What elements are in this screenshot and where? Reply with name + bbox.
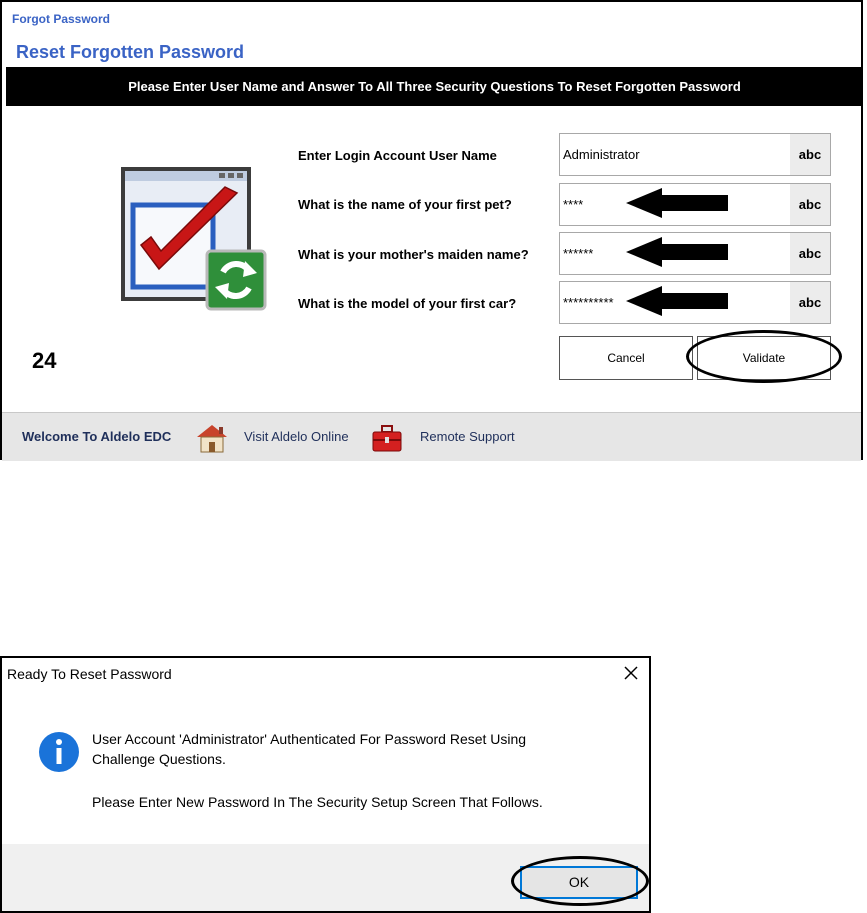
welcome-text: Welcome To Aldelo EDC [22, 429, 172, 444]
info-icon [38, 731, 80, 773]
username-label: Enter Login Account User Name [298, 148, 497, 163]
page-heading: Reset Forgotten Password [16, 42, 245, 62]
maiden-name-label: What is your mother's maiden name? [298, 247, 529, 262]
step-counter: 24 [32, 348, 57, 373]
toolbox-icon[interactable] [370, 422, 404, 454]
dialog-title: Ready To Reset Password [7, 666, 172, 682]
username-field[interactable] [559, 133, 831, 176]
instruction-banner: Please Enter User Name and Answer To All Three Security Questions To Reset Forgotten Password [6, 67, 863, 106]
dialog-message-line: User Account 'Administrator' Authenticated For Password Reset Using [92, 731, 527, 747]
close-icon[interactable] [622, 664, 640, 682]
keyboard-button[interactable]: abc [790, 282, 830, 323]
cancel-button[interactable]: Cancel [559, 336, 693, 380]
arrow-left-icon [626, 188, 728, 218]
first-pet-value: **** [563, 197, 584, 212]
maiden-name-value: ****** [563, 246, 594, 261]
first-car-label: What is the model of your first car? [298, 296, 517, 311]
remote-support-link[interactable]: Remote Support [420, 429, 515, 444]
ready-reset-dialog [0, 656, 651, 913]
validate-button[interactable]: Validate [697, 336, 831, 380]
arrow-left-icon [626, 237, 728, 267]
window-title: Forgot Password [12, 12, 111, 26]
reset-checkmark-icon [119, 165, 267, 313]
visit-online-link[interactable]: Visit Aldelo Online [244, 429, 349, 444]
username-value: Administrator [563, 147, 640, 162]
keyboard-button[interactable]: abc [790, 233, 830, 274]
dialog-message-line: Please Enter New Password In The Security Setup Screen That Follows. [92, 794, 543, 810]
dialog-message-line: Challenge Questions. [92, 751, 226, 767]
status-bar [2, 412, 861, 461]
arrow-left-icon [626, 286, 728, 316]
keyboard-button[interactable]: abc [790, 184, 830, 225]
house-icon[interactable] [195, 422, 229, 454]
first-car-value: ********** [563, 295, 614, 310]
first-pet-label: What is the name of your first pet? [298, 197, 512, 212]
keyboard-button[interactable]: abc [790, 134, 830, 175]
ok-button[interactable]: OK [520, 866, 638, 899]
